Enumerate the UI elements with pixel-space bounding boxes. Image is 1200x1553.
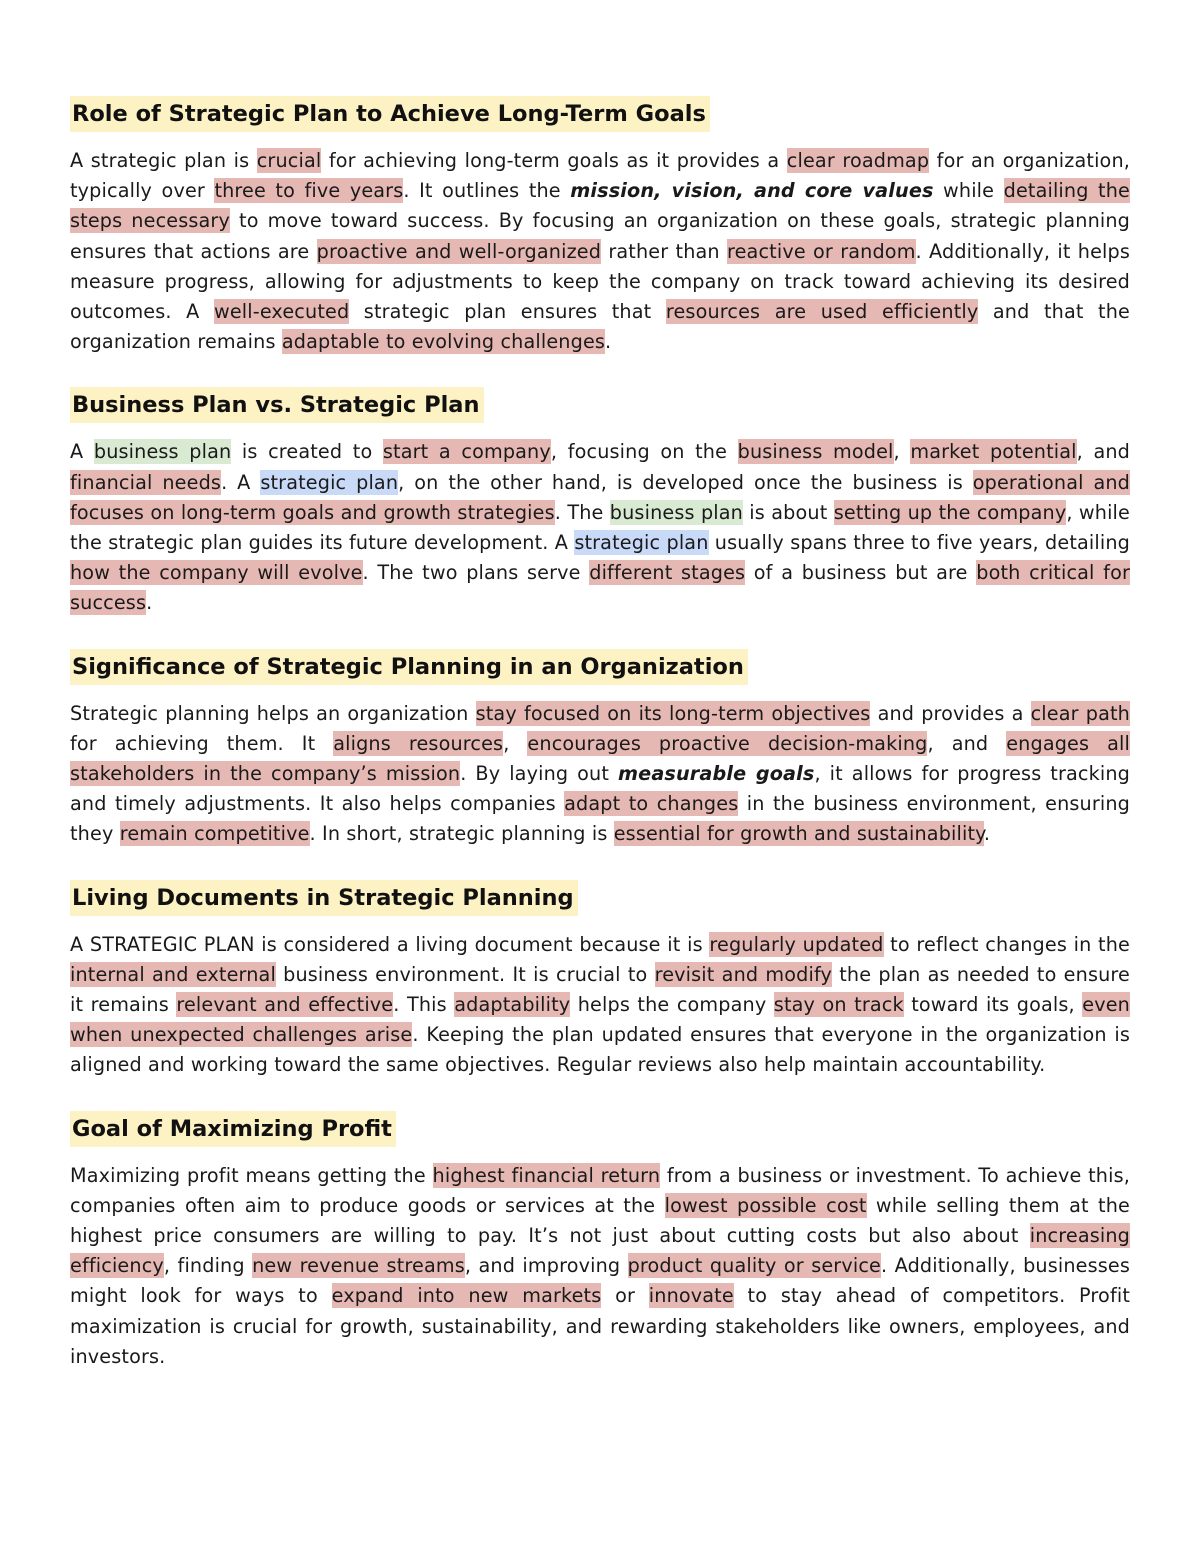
section-heading: Role of Strategic Plan to Achieve Long-Term Goals xyxy=(70,96,710,132)
text-run: , on the other hand, is developed once the business is xyxy=(398,470,973,494)
text-run: A strategic plan is xyxy=(70,149,257,172)
red-highlighted-text: increasing efficiency xyxy=(70,1224,1130,1278)
section-paragraph xyxy=(70,1161,1130,1372)
text-run: to stay ahead of competitors. Profit maximization is crucial for growth, sustainability, and rewarding stakeholders like owners, employees, and investors. xyxy=(70,1284,1131,1368)
green-highlighted-text: business plan xyxy=(609,500,743,524)
red-highlighted-text: both critical for success xyxy=(70,561,1130,615)
red-highlighted-text: different stages xyxy=(589,561,746,585)
text-run: to reflect changes in the xyxy=(883,932,1131,956)
red-highlighted-text: regularly updated xyxy=(709,932,884,956)
red-highlighted-text: operational and focuses on long-term goals and growth strategies xyxy=(70,470,1131,524)
text-run: , and xyxy=(1076,440,1131,464)
red-highlighted-text: how the company will evolve xyxy=(70,561,363,585)
red-highlighted-text: start a company xyxy=(382,440,551,464)
red-highlighted-text: revisit and modify xyxy=(654,962,833,986)
section-business-vs-strategic-plan xyxy=(70,387,1130,618)
section-significance-of-strategic-planning xyxy=(70,649,1130,850)
red-highlighted-text: product quality or service xyxy=(627,1254,881,1278)
text-run: toward its goals, xyxy=(903,993,1083,1017)
section-heading: Goal of Maximizing Profit xyxy=(70,1111,396,1147)
red-highlighted-text: adaptable to evolving challenges xyxy=(281,330,606,354)
text-run: from a business or investment. To achieve this, companies often aim to produce goods or services at the xyxy=(70,1163,1130,1217)
red-highlighted-text: stay focused on its long-term objectives xyxy=(475,701,871,725)
red-highlighted-text: encourages proactive decision-making xyxy=(527,731,928,755)
text-run: . By laying out xyxy=(460,762,619,786)
text-run: , and improving xyxy=(464,1254,628,1278)
red-highlighted-text: new revenue streams xyxy=(252,1254,465,1278)
section-role-of-strategic-plan xyxy=(70,96,1130,357)
text-run: and provides a xyxy=(870,701,1031,725)
red-highlighted-text: clear roadmap xyxy=(786,149,930,172)
red-highlighted-text: crucial xyxy=(256,149,322,172)
red-highlighted-text: highest financial return xyxy=(432,1163,661,1187)
text-run: is about xyxy=(742,500,834,524)
red-highlighted-text: essential for growth and sustainability xyxy=(613,822,984,846)
red-highlighted-text: financial needs xyxy=(70,470,222,494)
red-highlighted-text: reactive or random xyxy=(726,239,916,263)
green-highlighted-text: business plan xyxy=(93,440,232,464)
red-highlighted-text: three to five years xyxy=(214,179,404,203)
red-highlighted-text: internal and external xyxy=(70,962,276,986)
text-run: strategic plan ensures that xyxy=(349,300,666,324)
red-highlighted-text: clear path xyxy=(1030,701,1130,725)
section-goal-of-maximizing-profit xyxy=(70,1111,1130,1372)
text-run: . It outlines the xyxy=(403,179,571,203)
red-highlighted-text: detailing the steps necessary xyxy=(70,179,1130,233)
red-highlighted-text: setting up the company xyxy=(833,500,1067,524)
red-highlighted-text: resources are used efficiently xyxy=(665,300,979,324)
text-run: rather than xyxy=(601,239,727,263)
red-highlighted-text: business model xyxy=(737,440,894,464)
section-heading: Business Plan vs. Strategic Plan xyxy=(70,387,484,423)
blue-highlighted-text: strategic plan xyxy=(574,531,709,555)
text-run: Strategic planning helps an organization xyxy=(70,701,476,725)
text-run: for achieving long-term goals as it provides a xyxy=(321,149,787,172)
red-highlighted-text: market potential xyxy=(910,440,1077,464)
section-paragraph xyxy=(70,437,1130,618)
red-highlighted-text: lowest possible cost xyxy=(664,1193,867,1217)
text-run: . xyxy=(983,822,991,846)
text-run: A xyxy=(70,440,94,464)
text-run: or xyxy=(601,1284,649,1308)
text-run: . In short, strategic planning is xyxy=(309,822,614,846)
text-run: , focusing on the xyxy=(550,440,738,464)
red-highlighted-text: expand into new markets xyxy=(331,1284,602,1308)
red-highlighted-text: proactive and well-organized xyxy=(316,239,602,263)
text-run: in the business environment, ensuring they xyxy=(70,792,1130,846)
red-highlighted-text: adapt to changes xyxy=(564,792,739,816)
text-run: to move toward success. By focusing an organization on these goals, strategic planning ensures that actions are xyxy=(70,209,1130,263)
text-run: usually spans three to five years, detailing xyxy=(708,531,1130,555)
text-run: and that the organization remains xyxy=(70,300,1130,354)
text-run: . This xyxy=(393,993,455,1017)
text-run: . Additionally, it helps measure progress, allowing for adjustments to keep the company on track toward achieving its desired outcomes. A xyxy=(70,239,1131,324)
red-highlighted-text: adaptability xyxy=(454,993,571,1017)
text-run: . The two plans serve xyxy=(362,561,590,585)
text-run: for an organization, typically over xyxy=(70,149,1131,203)
text-run: . xyxy=(146,591,153,615)
blue-highlighted-text: strategic plan xyxy=(260,470,399,494)
section-paragraph xyxy=(70,699,1130,850)
text-run: , finding xyxy=(163,1254,253,1278)
section-paragraph xyxy=(70,930,1130,1081)
text-run: A STRATEGIC PLAN is considered a living document because it is xyxy=(70,932,710,956)
text-run: . The xyxy=(554,500,610,524)
text-run: the plan as needed to ensure it remains xyxy=(70,962,1130,1017)
text-run: , while the strategic plan guides its future development. A xyxy=(70,500,1130,555)
section-paragraph xyxy=(70,146,1130,357)
emphasized-text: mission, vision, and core values xyxy=(570,179,934,203)
section-heading: Significance of Strategic Planning in an Organization xyxy=(70,649,748,685)
text-run: helps the company xyxy=(570,993,774,1017)
text-run: while selling them at the highest price consumers are willing to pay. It’s not just about cutting costs but also about xyxy=(70,1193,1130,1248)
text-run: , and xyxy=(927,731,1007,755)
red-highlighted-text: aligns resources xyxy=(333,731,504,755)
text-run: is created to xyxy=(231,440,383,464)
red-highlighted-text: stay on track xyxy=(773,993,904,1017)
text-run: while xyxy=(933,179,1004,203)
emphasized-text: measurable goals xyxy=(618,762,815,786)
text-run: , it allows for progress tracking and timely adjustments. It also helps companies xyxy=(70,762,1131,816)
red-highlighted-text: engages all stakeholders in the company’s mission xyxy=(70,731,1130,786)
text-run: , xyxy=(893,440,911,464)
section-living-documents xyxy=(70,880,1130,1081)
red-highlighted-text: innovate xyxy=(648,1284,734,1308)
document-page xyxy=(70,96,1130,1402)
red-highlighted-text: relevant and effective xyxy=(176,993,394,1017)
text-run: . Additionally, businesses might look for ways to xyxy=(70,1254,1130,1308)
text-run: . Keeping the plan updated ensures that everyone in the organization is aligned and working toward the same objectives. Regular reviews also help maintain accountability. xyxy=(70,1023,1130,1077)
text-run: business environment. It is crucial to xyxy=(275,962,655,986)
text-run: for achieving them. It xyxy=(70,731,334,755)
section-heading: Living Documents in Strategic Planning xyxy=(70,880,578,916)
red-highlighted-text: remain competitive xyxy=(119,822,310,846)
red-highlighted-text: even when unexpected challenges arise xyxy=(70,993,1130,1047)
red-highlighted-text: well-executed xyxy=(213,300,350,324)
text-run: of a business but are xyxy=(745,561,977,585)
text-run: . xyxy=(605,330,612,354)
text-run: , xyxy=(503,731,528,755)
text-run: Maximizing profit means getting the xyxy=(70,1163,433,1187)
text-run: . A xyxy=(221,470,261,494)
